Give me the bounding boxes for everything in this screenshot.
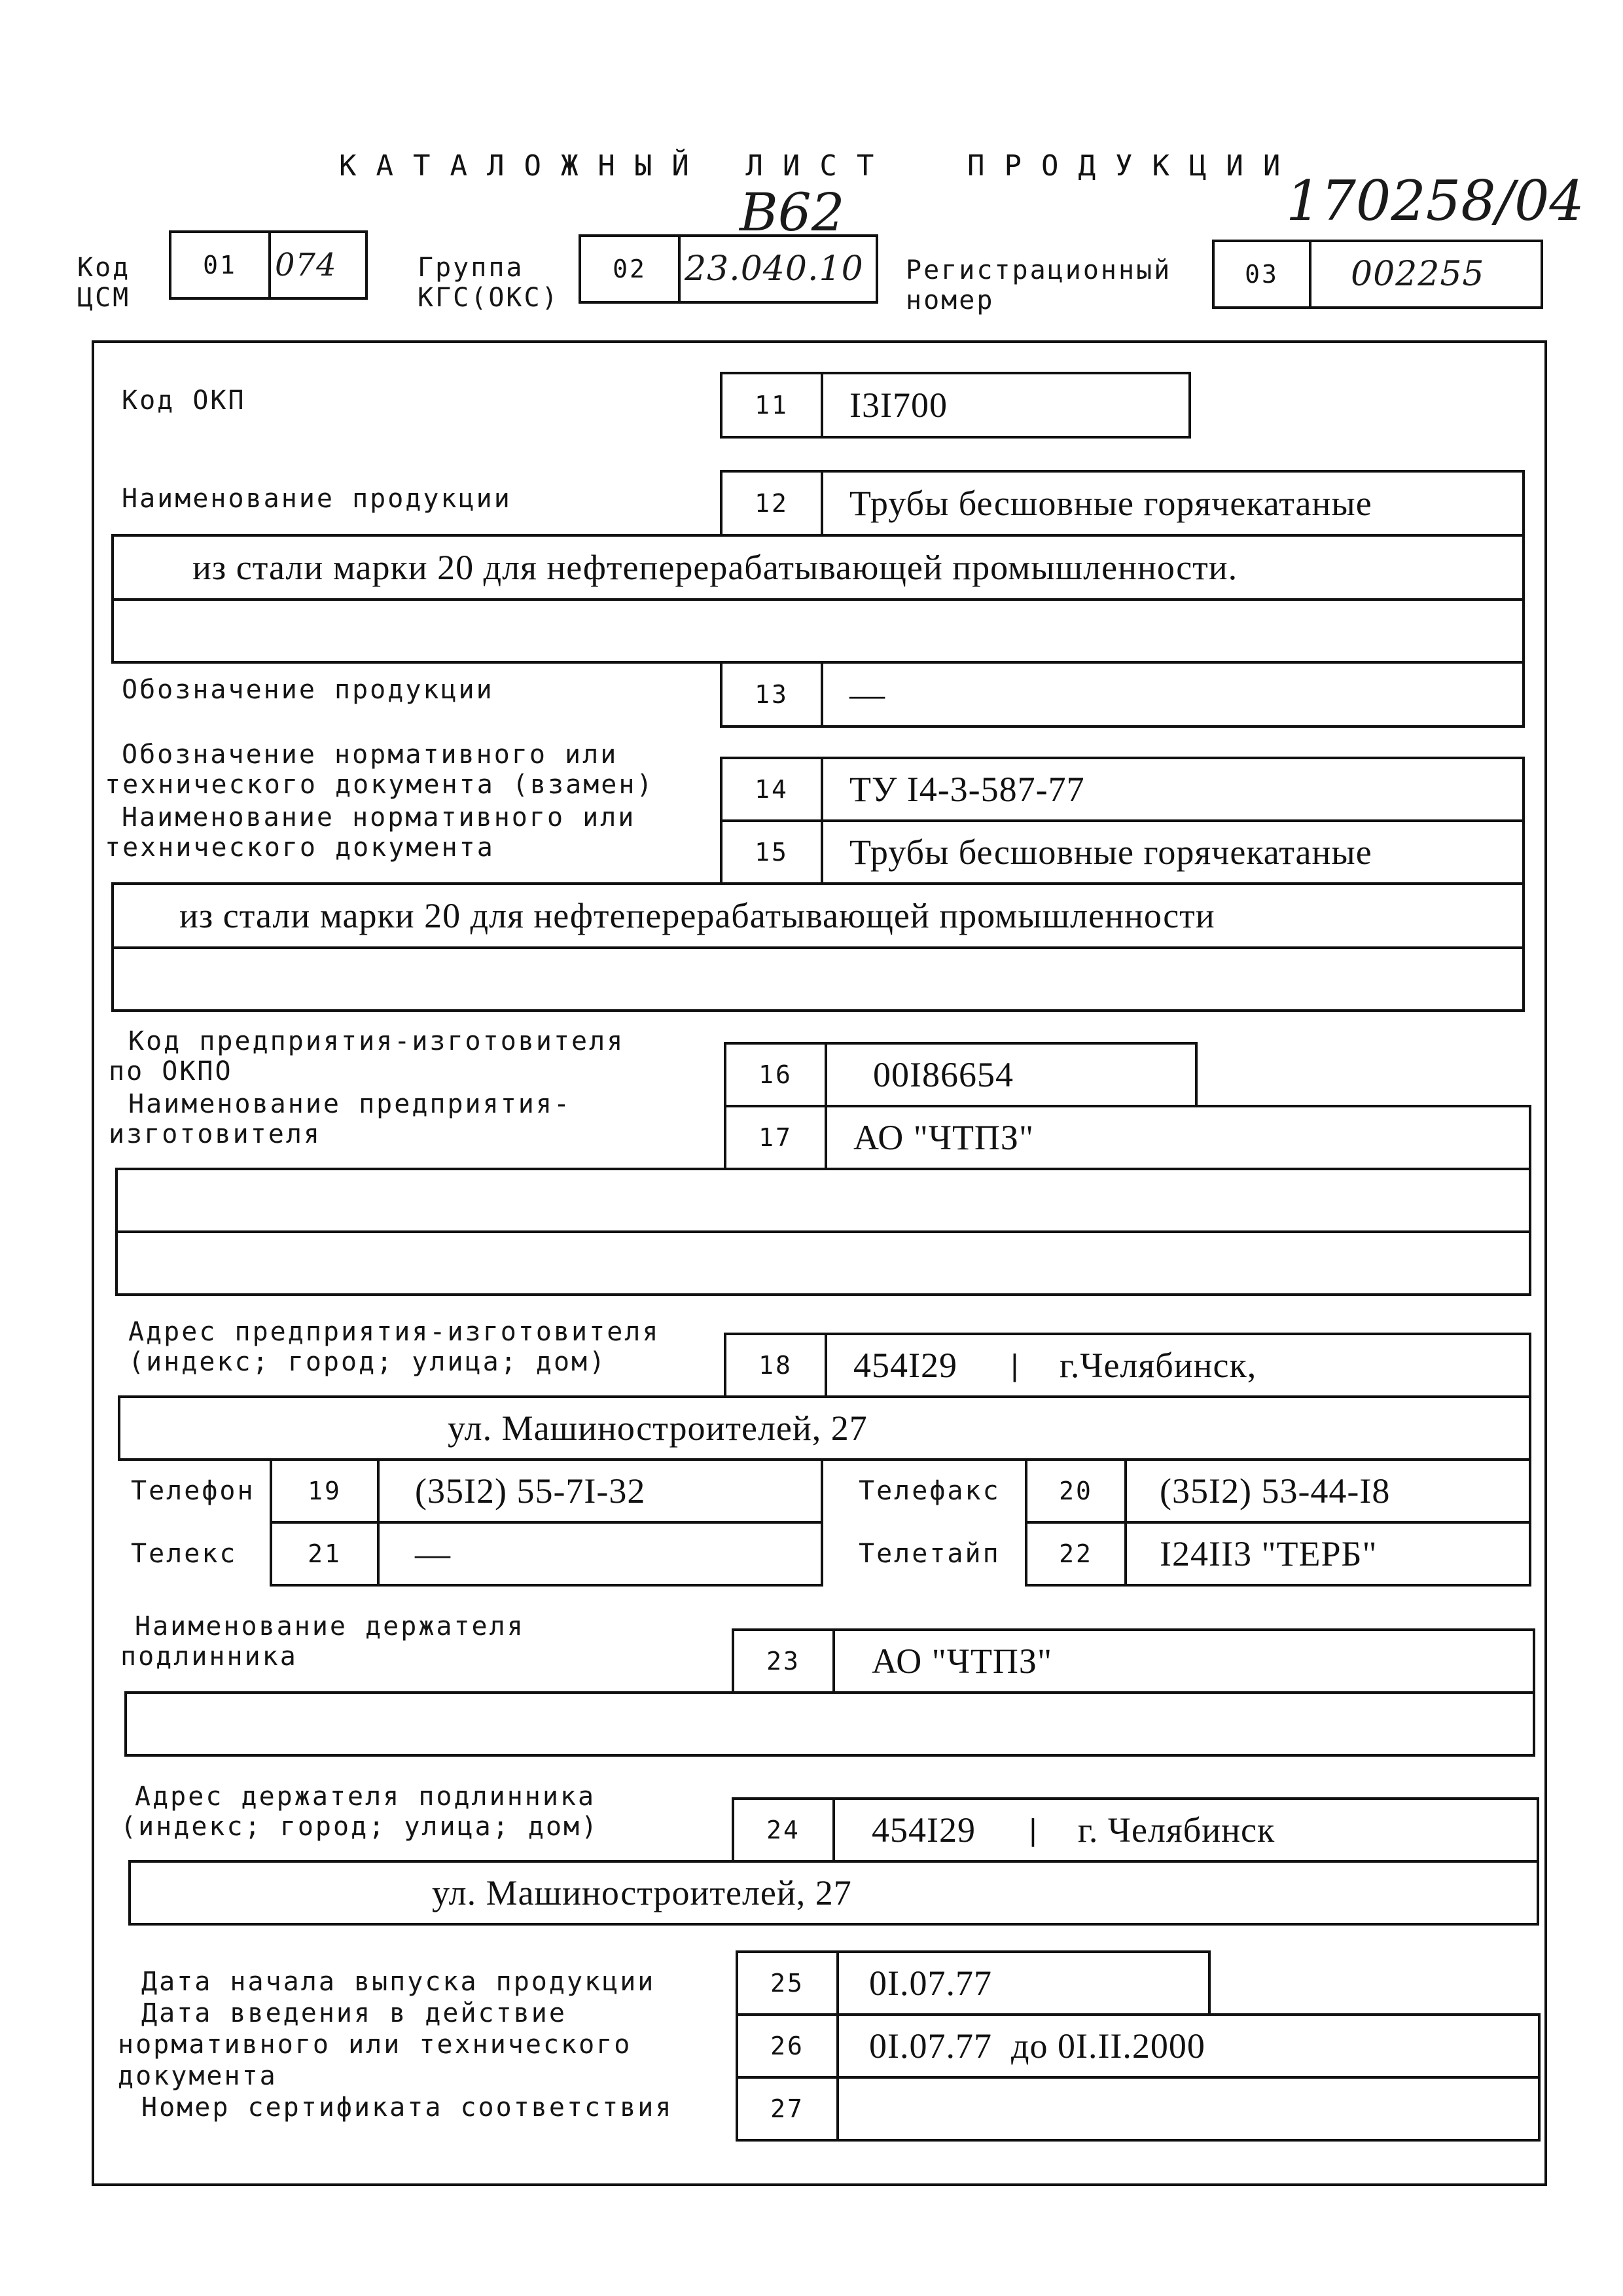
- group-num-box: 02: [579, 234, 681, 304]
- field-19-num: 19: [270, 1458, 380, 1524]
- csm-label: Код ЦСМ: [77, 253, 131, 313]
- field-23-value: АО "ЧТПЗ": [832, 1628, 1535, 1694]
- field-17-num: 17: [724, 1105, 827, 1170]
- group-value: 23.040.10: [678, 234, 878, 304]
- label-production-start: Дата начала выпуска продукции: [141, 1967, 656, 1997]
- field-17-blank-2: [115, 1230, 1531, 1296]
- field-12-value: Трубы бесшовные горячекатаные: [821, 470, 1525, 537]
- registration-num-box: 03: [1212, 240, 1311, 309]
- field-25-value: 0I.07.77: [836, 1950, 1211, 2016]
- label-product-name: Наименование продукции: [122, 484, 512, 514]
- field-13-num: 13: [720, 661, 823, 728]
- field-11-num: 11: [720, 372, 823, 439]
- label-normative-doc-name: Наименование нормативного или технического документа: [105, 802, 636, 863]
- page-title-right: ПРОДУКЦИИ: [967, 149, 1300, 183]
- field-24-index: 454I29: [872, 1810, 976, 1850]
- field-27-value: [836, 2076, 1541, 2142]
- field-20-value: (35I2) 53-44-I8: [1124, 1458, 1531, 1524]
- field-23-blank: [124, 1691, 1535, 1757]
- label-manufacturer-code: Код предприятия-изготовителя по ОКПО: [109, 1026, 625, 1086]
- label-phone: Телефон: [131, 1476, 255, 1506]
- field-18-cont: ул. Машиностроителей, 27: [118, 1395, 1531, 1461]
- field-15-value: Трубы бесшовные горячекатаные: [821, 819, 1525, 885]
- label-normative-doc: Обозначение нормативного или технического документа (взамен): [105, 740, 654, 800]
- field-18-separator: |: [1009, 1348, 1020, 1382]
- page-title-left: КАТАЛОЖНЫЙ ЛИСТ: [339, 149, 894, 183]
- field-26-num: 26: [736, 2013, 839, 2079]
- field-12-num: 12: [720, 470, 823, 537]
- csm-value: 074: [268, 230, 368, 300]
- field-17-blank-1: [115, 1168, 1531, 1233]
- field-16-num: 16: [724, 1042, 827, 1107]
- field-24-separator: |: [1027, 1813, 1039, 1847]
- field-22-num: 22: [1025, 1521, 1127, 1587]
- field-14-value: ТУ I4-3-587-77: [821, 757, 1525, 822]
- csm-num-box: 01: [169, 230, 271, 300]
- field-14-num: 14: [720, 757, 823, 822]
- field-21-value: —: [377, 1521, 823, 1587]
- field-16-value: 00I86654: [825, 1042, 1198, 1107]
- field-12-cont: из стали марки 20 для нефтеперерабатывающей промышленности.: [111, 534, 1525, 601]
- field-19-value: (35I2) 55-7I-32: [377, 1458, 823, 1524]
- registration-label: Регистрационный номер: [906, 255, 1172, 315]
- field-22-value: I24II3 "ТЕРБ": [1124, 1521, 1531, 1587]
- label-certificate-number: Номер сертификата соответствия: [141, 2092, 673, 2123]
- field-13-value: —: [821, 661, 1525, 728]
- label-manufacturer-address: Адрес предприятия-изготовителя (индекс; город; улица; дом): [128, 1317, 660, 1377]
- field-11-value: I3I700: [821, 372, 1191, 439]
- label-holder-name: Наименование держателя подлинника: [120, 1611, 525, 1672]
- handwritten-registration: 170258/04: [1286, 169, 1584, 233]
- label-telex: Телекс: [131, 1539, 238, 1569]
- field-24-value: [832, 1797, 1539, 1863]
- field-15-blank: [111, 946, 1525, 1012]
- field-17-value: АО "ЧТПЗ": [825, 1105, 1531, 1170]
- label-fax: Телефакс: [859, 1476, 1001, 1506]
- group-label: Группа КГС(ОКС): [418, 253, 560, 313]
- field-25-num: 25: [736, 1950, 839, 2016]
- field-27-num: 27: [736, 2076, 839, 2142]
- label-doc-effective-date: Дата введения в действие нормативного или технического документа: [118, 1998, 632, 2091]
- field-24-cont: ул. Машиностроителей, 27: [128, 1860, 1539, 1926]
- field-18-num: 18: [724, 1333, 827, 1398]
- field-18-value: [825, 1333, 1531, 1398]
- field-18-city: г.Челябинск,: [1059, 1346, 1257, 1385]
- label-okp-code: Код ОКП: [122, 386, 246, 416]
- field-15-num: 15: [720, 819, 823, 885]
- field-18-index: 454I29: [853, 1346, 957, 1385]
- field-26-value: 0I.07.77 до 0I.II.2000: [836, 2013, 1541, 2079]
- field-12-blank: [111, 598, 1525, 664]
- field-24-city: г. Челябинск: [1077, 1810, 1275, 1850]
- field-21-num: 21: [270, 1521, 380, 1587]
- label-teletype: Телетайп: [859, 1539, 1001, 1569]
- label-product-designation: Обозначение продукции: [122, 675, 494, 705]
- handwritten-code: В62: [740, 182, 845, 243]
- field-15-cont: из стали марки 20 для нефтеперерабатывающей промышленности: [111, 882, 1525, 949]
- field-23-num: 23: [732, 1628, 835, 1694]
- label-manufacturer-name: Наименование предприятия- изготовителя: [109, 1089, 572, 1149]
- field-24-num: 24: [732, 1797, 835, 1863]
- field-20-num: 20: [1025, 1458, 1127, 1524]
- label-holder-address: Адрес держателя подлинника (индекс; город; улица; дом): [120, 1782, 599, 1842]
- registration-value: 002255: [1309, 240, 1543, 309]
